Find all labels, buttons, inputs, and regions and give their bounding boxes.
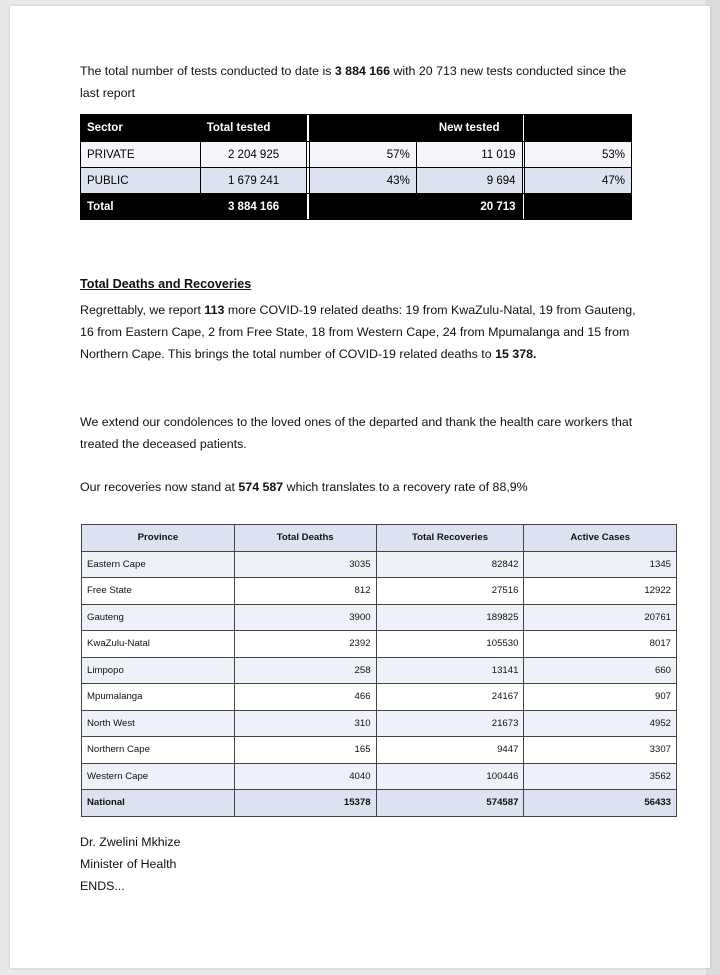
sector-cell: PUBLIC [81,168,201,194]
deaths-cell: 3035 [234,551,376,578]
recoveries-cell: 9447 [376,737,524,764]
province-cell: North West [82,710,235,737]
deaths-paragraph: Regrettably, we report 113 more COVID-19 related deaths: 19 from KwaZulu-Natal, 19 from Gauteng, 16 from Eastern Cape, 2 from Free State, 18 from Western Cape, 24 from Mpumalanga and 15 from Northern Cape. This brings the total number of COVID-19 related deaths to 15 378. [80,303,636,361]
deaths-cell: 812 [234,578,376,605]
recoveries-cell: 189825 [376,604,524,631]
table-row [82,710,677,737]
active-cell: 3307 [524,737,677,764]
deaths-cell: 4040 [234,763,376,790]
national-deaths: 15378 [234,790,376,817]
header-total-recoveries: Total Recoveries [376,525,524,552]
national-row [82,790,677,817]
signatory-title: Minister of Health [80,857,177,871]
active-cell: 3562 [524,763,677,790]
total-label: Total [81,194,201,220]
national-label: National [82,790,235,817]
ends-marker: ENDS... [80,879,125,893]
deaths-heading: Total Deaths and Recoveries [80,277,252,291]
province-cell: KwaZulu-Natal [82,631,235,658]
table-row [82,763,677,790]
table-row [82,631,677,658]
table-row [82,578,677,605]
new-tested-cell: 9 694 [416,168,522,194]
active-cell: 1345 [524,551,677,578]
table-row [82,657,677,684]
new-pct-cell: 47% [525,168,632,194]
header-total-tested: Total tested [200,115,307,142]
header-sector: Sector [81,115,201,142]
condolences-paragraph: We extend our condolences to the loved ones of the departed and thank the health care workers that treated the deceased patients. [80,415,633,451]
tests-table [80,114,632,220]
header-new-tested: New tested [416,115,522,142]
new-tested-cell: 11 019 [416,142,522,168]
recoveries-cell: 82842 [376,551,524,578]
recoveries-cell: 105530 [376,631,524,658]
header-total-pct [310,115,416,142]
new-tested-sum: 20 713 [416,194,522,220]
header-active-cases: Active Cases [524,525,677,552]
recoveries-paragraph: Our recoveries now stand at 574 587 which translates to a recovery rate of 88,9% [80,480,528,494]
table-row [81,142,632,168]
signatory-name: Dr. Zwelini Mkhize [80,835,181,849]
deaths-cell: 466 [234,684,376,711]
recoveries-cell: 27516 [376,578,524,605]
total-tested-sum: 3 884 166 [200,194,307,220]
header-province: Province [82,525,235,552]
national-active: 56433 [524,790,677,817]
header-new-pct [525,115,632,142]
table-row [81,168,632,194]
active-cell: 12922 [524,578,677,605]
active-cell: 8017 [524,631,677,658]
deaths-cell: 165 [234,737,376,764]
province-cell: Gauteng [82,604,235,631]
province-cell: Eastern Cape [82,551,235,578]
active-cell: 20761 [524,604,677,631]
sector-cell: PRIVATE [81,142,201,168]
header-total-deaths: Total Deaths [234,525,376,552]
province-cell: Limpopo [82,657,235,684]
deaths-cell: 2392 [234,631,376,658]
total-pct-cell: 57% [310,142,416,168]
recoveries-cell: 13141 [376,657,524,684]
recoveries-cell: 24167 [376,684,524,711]
province-cell: Free State [82,578,235,605]
deaths-cell: 3900 [234,604,376,631]
province-cell: Western Cape [82,763,235,790]
tests-table-header [81,115,632,142]
tests-total-row [81,194,632,220]
active-cell: 4952 [524,710,677,737]
active-cell: 907 [524,684,677,711]
province-table [81,524,677,817]
intro-paragraph: The total number of tests conducted to date is 3 884 166 with 20 713 new tests conducted since the last report [80,64,627,100]
province-cell: Mpumalanga [82,684,235,711]
active-cell: 660 [524,657,677,684]
total-tested-cell: 2 204 925 [200,142,307,168]
deaths-cell: 258 [234,657,376,684]
province-cell: Northern Cape [82,737,235,764]
new-pct-empty [525,194,632,220]
total-pct-empty [310,194,416,220]
table-row [82,604,677,631]
new-pct-cell: 53% [525,142,632,168]
recoveries-cell: 21673 [376,710,524,737]
total-pct-cell: 43% [310,168,416,194]
signature-block [80,831,181,897]
table-row [82,684,677,711]
table-row [82,551,677,578]
deaths-cell: 310 [234,710,376,737]
province-table-header [82,525,677,552]
table-row [82,737,677,764]
recoveries-cell: 100446 [376,763,524,790]
total-tested-cell: 1 679 241 [200,168,307,194]
national-recoveries: 574587 [376,790,524,817]
